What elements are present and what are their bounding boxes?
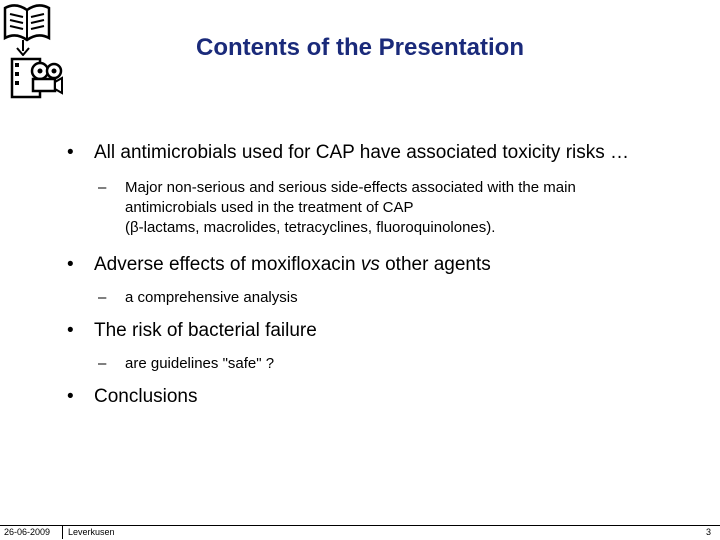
- bullet-text-start: Adverse effects of moxifloxacin: [94, 254, 361, 275]
- bullet-item: [67, 142, 630, 164]
- bullet-text-end: other agents: [379, 254, 491, 275]
- bullet-item: [67, 254, 491, 276]
- footer-location: Leverkusen: [68, 527, 115, 537]
- sub-bullet-line: antimicrobials used in the treatment of CAP: [125, 199, 414, 216]
- bullet-item: [67, 320, 317, 342]
- sub-bullet-line: a comprehensive analysis: [125, 289, 298, 306]
- bullet-text-italic: vs: [360, 254, 380, 275]
- footer-divider: [0, 525, 720, 526]
- bullet-marker: •: [67, 386, 74, 407]
- sub-bullet-line: (β-lactams, macrolides, tetracyclines, fluoroquinolones).: [125, 219, 496, 236]
- footer-separator: [62, 525, 63, 539]
- sub-bullet-item: [98, 288, 685, 308]
- page-number: 3: [706, 527, 712, 537]
- footer-date: 26-06-2009: [4, 527, 51, 537]
- bullet-marker: •: [67, 320, 74, 341]
- sub-bullet-line: are guidelines "safe" ?: [125, 355, 275, 372]
- bullet-marker: •: [67, 254, 74, 275]
- bullet-text: The risk of bacterial failure: [94, 320, 317, 341]
- dash-marker: –: [98, 289, 107, 306]
- bullet-item: [67, 386, 198, 408]
- sub-bullet-line: Major non-serious and serious side-effects associated with the main: [125, 179, 576, 196]
- bullet-text: All antimicrobials used for CAP have associated toxicity risks …: [94, 142, 630, 163]
- bullet-marker: •: [67, 142, 74, 163]
- dash-marker: –: [98, 355, 107, 372]
- sub-bullet-item: [98, 178, 685, 238]
- bullet-text: Conclusions: [94, 386, 198, 407]
- slide-title: Contents of the Presentation: [195, 34, 525, 61]
- sub-bullet-item: [98, 354, 685, 374]
- dash-marker: –: [98, 179, 107, 196]
